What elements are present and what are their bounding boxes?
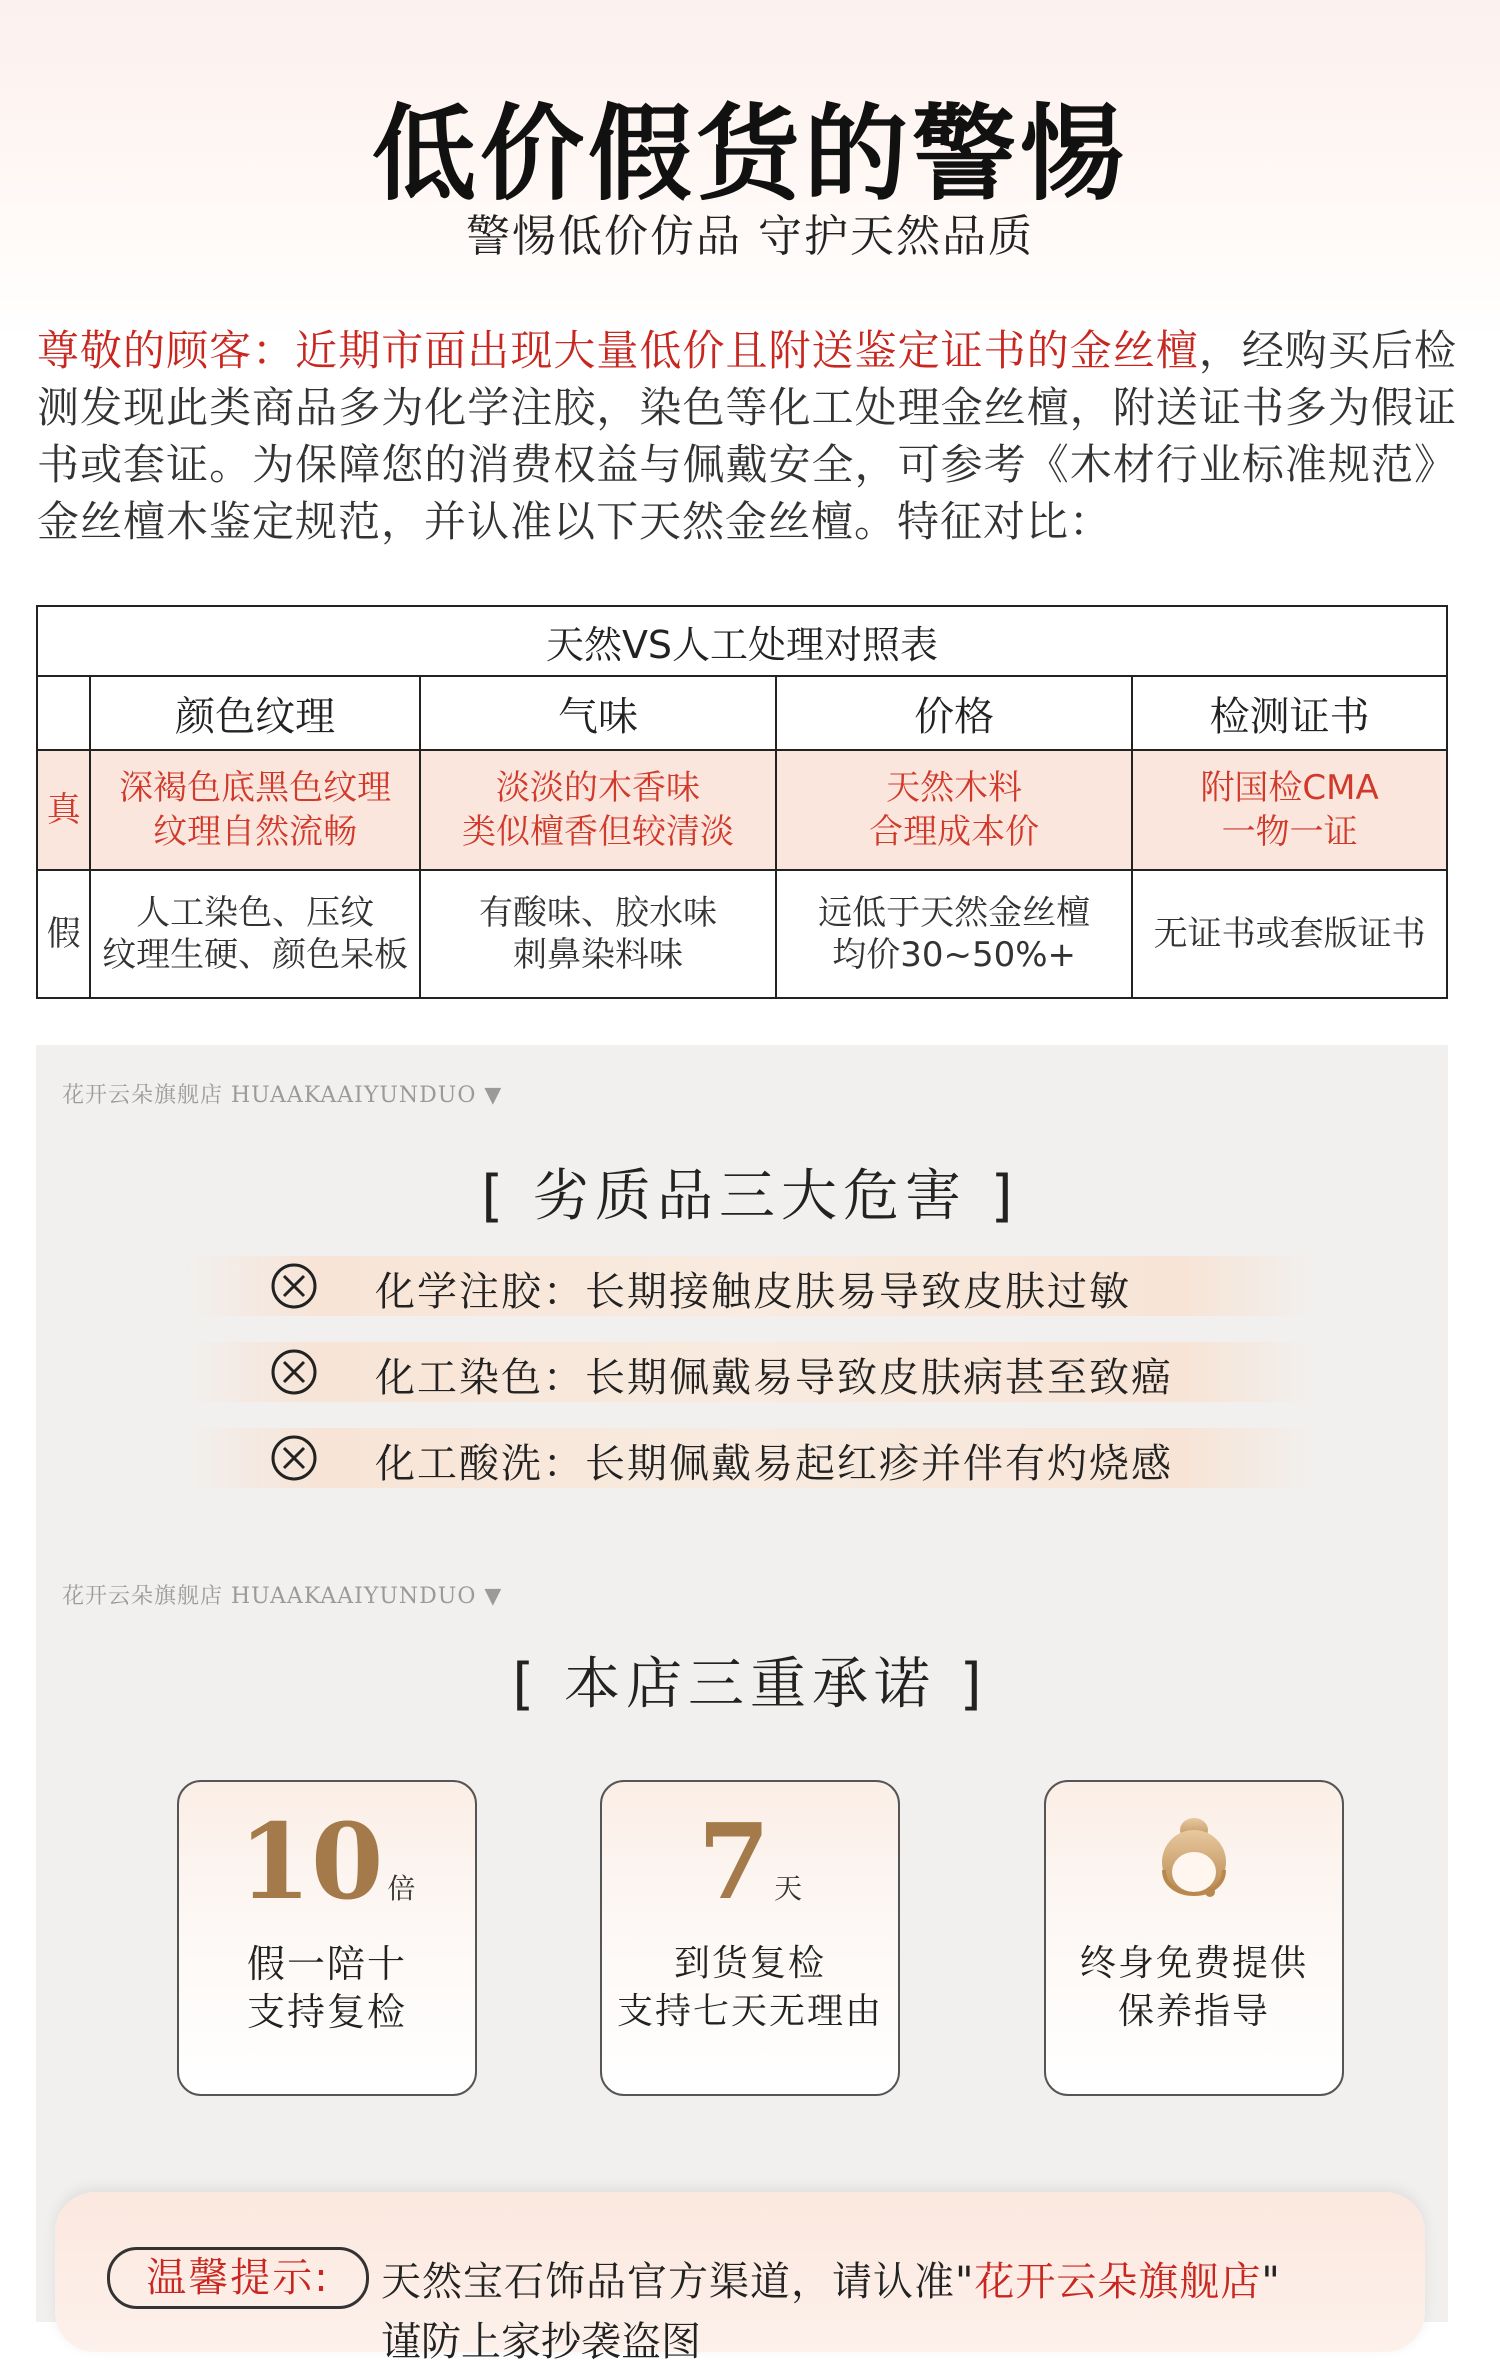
- table-header-smell: 气味: [420, 676, 776, 750]
- warm-tip-banner: [55, 2192, 1425, 2365]
- table-cell: [1132, 750, 1447, 870]
- table-row-real: [37, 750, 1447, 870]
- promise-line: 支持七天无理由: [616, 1991, 883, 2032]
- promise-number-unit: 天: [774, 1872, 803, 1905]
- tip-badge: 温馨提示:: [107, 2247, 369, 2309]
- comparison-table: [36, 605, 1448, 999]
- promise-number: [602, 1802, 898, 1949]
- page-title: 低价假货的警惕: [371, 93, 1128, 215]
- cell-line: 纹理自然流畅: [153, 812, 358, 852]
- cell-line: 均价30~50%+: [832, 935, 1077, 975]
- table-cell: [776, 750, 1132, 870]
- cell-line: 纹理生硬、颜色呆板: [102, 935, 409, 975]
- tip-text-before: 天然宝石饰品官方渠道，请认准": [381, 2259, 975, 2305]
- harm-item: [180, 1342, 1320, 1402]
- cell-line: 远低于天然金丝檀: [818, 893, 1091, 933]
- harms-title: [ 劣质品三大危害 ]: [481, 1164, 1019, 1229]
- circle-x-icon: [270, 1434, 318, 1482]
- table-header-color: 颜色纹理: [90, 676, 419, 750]
- circle-x-icon: [270, 1262, 318, 1310]
- cell-line: 附国检CMA: [1200, 768, 1379, 808]
- promises-title: [ 本店三重承诺 ]: [512, 1652, 988, 1717]
- promise-card: [1044, 1780, 1344, 2096]
- cell-line: 无证书或套版证书: [1153, 914, 1426, 954]
- harm-text: 化学注胶：长期接触皮肤易导致皮肤过敏: [375, 1269, 1131, 1315]
- tip-store-name: 花开云朵旗舰店: [974, 2259, 1262, 2305]
- promise-number-value: 10: [238, 1800, 384, 1923]
- promise-number-value: 7: [697, 1800, 771, 1923]
- promise-card: [177, 1780, 477, 2096]
- promise-number: [179, 1802, 475, 1949]
- promise-text: [179, 1940, 475, 2036]
- table-cell: [420, 750, 776, 870]
- table-header-price: 价格: [776, 676, 1132, 750]
- tip-text: [381, 2250, 1281, 2307]
- cell-line: 有酸味、胶水味: [478, 893, 717, 933]
- store-watermark: 花开云朵旗舰店 HUAAKAAIYUNDUO ▼: [62, 1584, 503, 1609]
- cell-line: 合理成本价: [869, 812, 1040, 852]
- promise-text: [602, 1940, 898, 2036]
- table-header-row: [37, 676, 1447, 750]
- harm-item: [180, 1256, 1320, 1316]
- harm-text: 化工酸洗：长期佩戴易起红疹并伴有灼烧感: [375, 1441, 1173, 1487]
- cell-line: 深褐色底黑色纹理: [119, 768, 392, 808]
- table-cell: [420, 870, 776, 998]
- table-header-blank: [37, 676, 90, 750]
- table-header-cert: 检测证书: [1132, 676, 1447, 750]
- harm-text: 化工染色：长期佩戴易导致皮肤病甚至致癌: [375, 1355, 1173, 1401]
- table-cell: [90, 750, 419, 870]
- promise-line: 支持复检: [246, 1990, 407, 2034]
- notice-paragraph: [37, 322, 1457, 550]
- table-caption: 天然VS人工处理对照表: [37, 606, 1447, 676]
- row-label-fake: 假: [37, 870, 90, 998]
- page-subtitle: 警惕低价仿品 守护天然品质: [466, 211, 1034, 262]
- promise-card: [600, 1780, 900, 2096]
- promise-line: 终身免费提供: [1079, 1943, 1308, 1984]
- table-cell: [1132, 870, 1447, 998]
- promise-line: 到货复检: [673, 1943, 826, 1984]
- row-label-real: 真: [37, 750, 90, 870]
- cell-line: 一物一证: [1221, 812, 1358, 852]
- harm-item: [180, 1428, 1320, 1488]
- cell-line: 淡淡的木香味: [495, 768, 700, 808]
- cell-line: 类似檀香但较清淡: [461, 812, 734, 852]
- cell-line: 人工染色、压纹: [136, 893, 375, 933]
- tip-text-after: ": [1261, 2259, 1281, 2305]
- table-cell: [776, 870, 1132, 998]
- notice-highlight: 尊敬的顾客：近期市面出现大量低价且附送鉴定证书的金丝檀: [37, 326, 1199, 375]
- table-row-fake: [37, 870, 1447, 998]
- circle-x-icon: [270, 1348, 318, 1396]
- customer-service-icon: [1144, 1812, 1244, 1912]
- notice-body: ，经购买后检测发现此类商品多为化学注胶，染色等化工处理金丝檀，附送证书多为假证书或套证。为保障您的消费权益与佩戴安全，可参考《木材行业标准规范》金丝檀木鉴定规范，并认准以下天然金丝檀。特征对比：: [37, 326, 1457, 546]
- tip-text-line2: 谨防上家抄袭盗图: [381, 2319, 701, 2365]
- cell-line: 天然木料: [886, 768, 1023, 808]
- cell-line: 刺鼻染料味: [512, 935, 683, 975]
- promise-text: [1046, 1940, 1342, 2036]
- promise-line: 假一陪十: [246, 1942, 407, 1986]
- store-watermark: 花开云朵旗舰店 HUAAKAAIYUNDUO ▼: [62, 1083, 503, 1108]
- promise-line: 保养指导: [1117, 1991, 1270, 2032]
- promise-number-unit: 倍: [387, 1872, 416, 1905]
- table-cell: [90, 870, 419, 998]
